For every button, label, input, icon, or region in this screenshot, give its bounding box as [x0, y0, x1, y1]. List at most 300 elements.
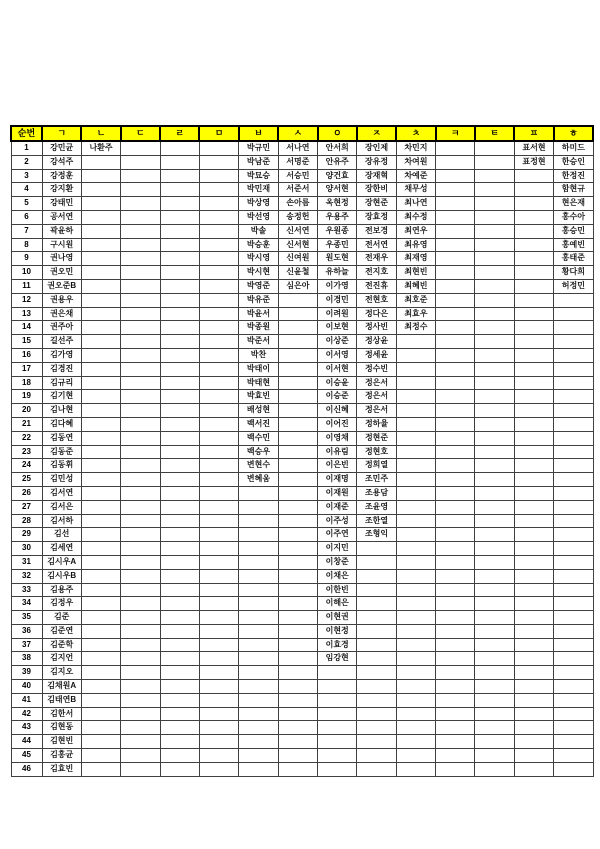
name-cell: [436, 569, 475, 583]
name-cell: 김나현: [42, 404, 81, 418]
name-cell: 강민균: [42, 141, 81, 155]
row-number-cell: 8: [11, 238, 42, 252]
row-number-cell: 30: [11, 542, 42, 556]
name-cell: [239, 597, 278, 611]
name-cell: [554, 707, 593, 721]
name-cell: [436, 597, 475, 611]
name-cell: [121, 417, 160, 431]
name-cell: 김효빈: [42, 762, 81, 776]
name-cell: [396, 445, 435, 459]
name-cell: [81, 224, 120, 238]
name-cell: [436, 542, 475, 556]
name-cell: [160, 376, 199, 390]
name-cell: 황다희: [554, 266, 593, 280]
name-cell: [396, 597, 435, 611]
column-header-consonant: ㅌ: [475, 126, 514, 141]
name-cell: [160, 197, 199, 211]
name-cell: 김지언: [42, 652, 81, 666]
name-cell: [436, 459, 475, 473]
name-cell: [554, 542, 593, 556]
name-cell: [278, 749, 317, 763]
name-cell: [81, 528, 120, 542]
name-cell: [81, 348, 120, 362]
name-cell: [554, 721, 593, 735]
name-cell: [160, 666, 199, 680]
name-cell: [81, 569, 120, 583]
name-cell: [436, 293, 475, 307]
name-cell: [239, 486, 278, 500]
name-cell: [199, 569, 238, 583]
name-cell: 박찬: [239, 348, 278, 362]
name-cell: 김채원A: [42, 680, 81, 694]
name-cell: [475, 293, 514, 307]
name-cell: [121, 390, 160, 404]
name-cell: [436, 624, 475, 638]
name-cell: [554, 486, 593, 500]
name-cell: [436, 362, 475, 376]
column-header-consonant: ㅎ: [554, 126, 593, 141]
name-cell: [278, 652, 317, 666]
name-cell: [81, 321, 120, 335]
name-cell: [81, 266, 120, 280]
name-cell: 정하율: [357, 417, 396, 431]
name-cell: [121, 666, 160, 680]
name-cell: 홍예빈: [554, 238, 593, 252]
name-cell: [160, 597, 199, 611]
row-number-cell: 12: [11, 293, 42, 307]
name-cell: 양건효: [318, 169, 357, 183]
name-cell: 이상준: [318, 335, 357, 349]
name-cell: [475, 197, 514, 211]
name-cell: [396, 473, 435, 487]
name-cell: [475, 459, 514, 473]
name-cell: 이신혜: [318, 404, 357, 418]
name-cell: 이재원: [318, 486, 357, 500]
name-cell: [436, 252, 475, 266]
name-cell: [160, 500, 199, 514]
row-number-cell: 26: [11, 486, 42, 500]
name-cell: 최호준: [396, 293, 435, 307]
name-cell: [436, 224, 475, 238]
name-cell: [514, 652, 553, 666]
row-number-cell: 18: [11, 376, 42, 390]
name-cell: 임강현: [318, 652, 357, 666]
name-cell: 김지오: [42, 666, 81, 680]
table-row: [11, 252, 593, 266]
name-cell: [160, 417, 199, 431]
name-cell: 이어진: [318, 417, 357, 431]
name-cell: 이창준: [318, 555, 357, 569]
name-cell: 박묘승: [239, 169, 278, 183]
table-row: [11, 362, 593, 376]
name-cell: 김시우B: [42, 569, 81, 583]
name-cell: [475, 404, 514, 418]
name-cell: [357, 680, 396, 694]
name-cell: 장효정: [357, 210, 396, 224]
name-cell: [121, 735, 160, 749]
name-cell: [121, 404, 160, 418]
name-cell: 허정민: [554, 279, 593, 293]
name-cell: [396, 638, 435, 652]
name-cell: [81, 666, 120, 680]
name-cell: [514, 666, 553, 680]
name-cell: [81, 721, 120, 735]
name-cell: [199, 459, 238, 473]
name-cell: 장현준: [357, 197, 396, 211]
table-row: [11, 707, 593, 721]
name-cell: [239, 514, 278, 528]
name-cell: [475, 735, 514, 749]
row-number-cell: 37: [11, 638, 42, 652]
name-cell: 차민지: [396, 141, 435, 155]
name-cell: [121, 445, 160, 459]
name-cell: [436, 348, 475, 362]
name-cell: [199, 762, 238, 776]
name-cell: [199, 721, 238, 735]
name-cell: [396, 693, 435, 707]
name-cell: 최현빈: [396, 266, 435, 280]
name-cell: [554, 500, 593, 514]
name-cell: [436, 555, 475, 569]
name-cell: [121, 141, 160, 155]
name-cell: 정사빈: [357, 321, 396, 335]
name-cell: 박종원: [239, 321, 278, 335]
name-cell: [81, 279, 120, 293]
name-cell: [514, 611, 553, 625]
name-cell: [436, 749, 475, 763]
name-cell: [160, 514, 199, 528]
name-cell: 이서영: [318, 348, 357, 362]
name-cell: [278, 390, 317, 404]
name-cell: [514, 569, 553, 583]
name-cell: [81, 624, 120, 638]
name-cell: [81, 210, 120, 224]
name-cell: [475, 279, 514, 293]
name-cell: [278, 293, 317, 307]
name-cell: [514, 500, 553, 514]
name-cell: 곽윤하: [42, 224, 81, 238]
name-cell: [514, 445, 553, 459]
name-cell: [514, 169, 553, 183]
name-cell: [121, 197, 160, 211]
name-cell: 이가영: [318, 279, 357, 293]
name-cell: [278, 486, 317, 500]
name-cell: [554, 597, 593, 611]
name-cell: [121, 169, 160, 183]
name-cell: [357, 597, 396, 611]
name-cell: [475, 169, 514, 183]
name-cell: [121, 238, 160, 252]
row-number-cell: 4: [11, 183, 42, 197]
name-cell: [199, 155, 238, 169]
name-cell: 박민재: [239, 183, 278, 197]
name-cell: [396, 376, 435, 390]
name-cell: [199, 666, 238, 680]
name-cell: 강지환: [42, 183, 81, 197]
name-cell: [160, 569, 199, 583]
name-cell: [514, 279, 553, 293]
name-cell: 이유림: [318, 445, 357, 459]
name-cell: [160, 555, 199, 569]
name-cell: [160, 473, 199, 487]
name-cell: [436, 183, 475, 197]
name-cell: 이현정: [318, 624, 357, 638]
name-cell: [514, 321, 553, 335]
name-cell: [396, 362, 435, 376]
name-cell: [121, 431, 160, 445]
name-cell: 김민성: [42, 473, 81, 487]
name-cell: [160, 362, 199, 376]
table-row: [11, 652, 593, 666]
table-row: [11, 638, 593, 652]
name-cell: [357, 693, 396, 707]
name-cell: [357, 638, 396, 652]
name-cell: 우원종: [318, 224, 357, 238]
name-cell: [278, 431, 317, 445]
name-cell: [199, 404, 238, 418]
name-cell: 조용담: [357, 486, 396, 500]
name-cell: 최재영: [396, 252, 435, 266]
column-header-consonant: ㅊ: [396, 126, 435, 141]
name-cell: 최수정: [396, 210, 435, 224]
name-cell: 이은빈: [318, 459, 357, 473]
roster-table: [10, 125, 594, 777]
name-cell: [278, 555, 317, 569]
name-cell: [475, 417, 514, 431]
name-cell: 김동연: [42, 431, 81, 445]
name-cell: 공서연: [42, 210, 81, 224]
name-cell: [160, 404, 199, 418]
row-number-cell: 15: [11, 335, 42, 349]
name-cell: [278, 735, 317, 749]
name-cell: [81, 155, 120, 169]
name-cell: [475, 445, 514, 459]
name-cell: 우종민: [318, 238, 357, 252]
name-cell: 한정진: [554, 169, 593, 183]
name-cell: [514, 707, 553, 721]
name-cell: 김가영: [42, 348, 81, 362]
name-cell: [554, 762, 593, 776]
name-cell: [278, 638, 317, 652]
name-cell: [121, 611, 160, 625]
name-cell: 백서진: [239, 417, 278, 431]
name-cell: 전진휴: [357, 279, 396, 293]
name-cell: [278, 762, 317, 776]
name-cell: 전지호: [357, 266, 396, 280]
name-cell: [160, 611, 199, 625]
name-cell: 장인제: [357, 141, 396, 155]
name-cell: 박규민: [239, 141, 278, 155]
name-cell: [396, 528, 435, 542]
name-cell: [199, 542, 238, 556]
name-cell: [436, 652, 475, 666]
name-cell: 서명준: [278, 155, 317, 169]
name-cell: [278, 707, 317, 721]
name-cell: [554, 680, 593, 694]
name-cell: 이주연: [318, 528, 357, 542]
name-cell: [436, 197, 475, 211]
name-cell: [514, 459, 553, 473]
name-cell: [160, 390, 199, 404]
name-cell: [318, 680, 357, 694]
name-cell: [81, 459, 120, 473]
name-cell: 박승훈: [239, 238, 278, 252]
name-cell: [160, 721, 199, 735]
name-cell: [239, 555, 278, 569]
name-cell: [121, 321, 160, 335]
name-cell: [199, 486, 238, 500]
name-cell: [436, 210, 475, 224]
row-number-cell: 27: [11, 500, 42, 514]
name-cell: 이해은: [318, 597, 357, 611]
name-cell: [278, 335, 317, 349]
name-cell: [514, 624, 553, 638]
name-cell: [239, 528, 278, 542]
name-cell: [514, 404, 553, 418]
name-cell: [160, 155, 199, 169]
table-row: [11, 335, 593, 349]
name-cell: [436, 266, 475, 280]
table-row: [11, 555, 593, 569]
name-cell: [199, 307, 238, 321]
column-header-consonant: ㅂ: [239, 126, 278, 141]
name-cell: [278, 542, 317, 556]
name-cell: 함현규: [554, 183, 593, 197]
table-row: [11, 459, 593, 473]
name-cell: [357, 762, 396, 776]
name-cell: [514, 183, 553, 197]
name-cell: [199, 514, 238, 528]
name-cell: [81, 542, 120, 556]
row-number-cell: 45: [11, 749, 42, 763]
name-cell: [121, 155, 160, 169]
name-cell: [160, 279, 199, 293]
name-cell: [318, 762, 357, 776]
name-cell: [436, 666, 475, 680]
name-cell: [396, 749, 435, 763]
name-cell: [199, 473, 238, 487]
name-cell: [239, 611, 278, 625]
name-cell: [160, 762, 199, 776]
name-cell: 표정현: [514, 155, 553, 169]
name-cell: [278, 376, 317, 390]
name-cell: [554, 735, 593, 749]
column-header-consonant: ㅋ: [436, 126, 475, 141]
name-cell: [554, 417, 593, 431]
table-row: [11, 583, 593, 597]
name-cell: 원도현: [318, 252, 357, 266]
name-cell: [278, 597, 317, 611]
table-row: [11, 404, 593, 418]
name-cell: 박솔: [239, 224, 278, 238]
name-cell: [554, 362, 593, 376]
name-cell: 서준서: [278, 183, 317, 197]
name-cell: [514, 252, 553, 266]
row-number-cell: 16: [11, 348, 42, 362]
name-cell: 백수민: [239, 431, 278, 445]
name-cell: [436, 583, 475, 597]
name-cell: [554, 652, 593, 666]
column-header-consonant: ㄱ: [42, 126, 81, 141]
name-cell: [514, 431, 553, 445]
name-cell: [554, 348, 593, 362]
name-cell: [278, 721, 317, 735]
table-row: [11, 500, 593, 514]
name-cell: [239, 721, 278, 735]
name-cell: [278, 624, 317, 638]
name-cell: [475, 376, 514, 390]
name-cell: 권나영: [42, 252, 81, 266]
name-cell: [199, 279, 238, 293]
name-cell: [514, 542, 553, 556]
table-row: [11, 445, 593, 459]
name-cell: 이재명: [318, 473, 357, 487]
name-cell: [81, 555, 120, 569]
name-cell: 안유주: [318, 155, 357, 169]
name-cell: 김시우A: [42, 555, 81, 569]
row-number-cell: 46: [11, 762, 42, 776]
name-cell: [121, 569, 160, 583]
name-cell: [475, 583, 514, 597]
name-cell: [278, 459, 317, 473]
name-cell: [436, 279, 475, 293]
name-cell: [199, 597, 238, 611]
name-cell: 이서현: [318, 362, 357, 376]
name-cell: [475, 680, 514, 694]
name-cell: [239, 666, 278, 680]
name-cell: [475, 183, 514, 197]
table-row: [11, 210, 593, 224]
name-cell: [81, 362, 120, 376]
name-cell: [81, 500, 120, 514]
name-cell: [239, 624, 278, 638]
name-cell: [436, 693, 475, 707]
name-cell: [554, 390, 593, 404]
row-number-cell: 1: [11, 141, 42, 155]
name-cell: [396, 707, 435, 721]
name-cell: 박태현: [239, 376, 278, 390]
name-cell: 정현준: [357, 431, 396, 445]
name-cell: [475, 500, 514, 514]
name-cell: [436, 680, 475, 694]
name-cell: [121, 528, 160, 542]
name-cell: 장재혁: [357, 169, 396, 183]
name-cell: [396, 417, 435, 431]
name-cell: [199, 680, 238, 694]
row-number-cell: 7: [11, 224, 42, 238]
name-cell: [278, 307, 317, 321]
name-cell: 김서하: [42, 514, 81, 528]
name-cell: [278, 583, 317, 597]
name-cell: 조형익: [357, 528, 396, 542]
name-cell: [396, 583, 435, 597]
name-cell: [81, 183, 120, 197]
name-cell: [396, 390, 435, 404]
name-cell: [514, 762, 553, 776]
name-cell: 권주아: [42, 321, 81, 335]
name-cell: 박효빈: [239, 390, 278, 404]
table-row: [11, 348, 593, 362]
name-cell: [81, 390, 120, 404]
name-cell: 서나연: [278, 141, 317, 155]
name-cell: 한승인: [554, 155, 593, 169]
name-cell: [239, 652, 278, 666]
name-cell: [160, 431, 199, 445]
name-cell: 박선영: [239, 210, 278, 224]
row-number-cell: 35: [11, 611, 42, 625]
name-cell: [121, 362, 160, 376]
name-cell: 손아름: [278, 197, 317, 211]
